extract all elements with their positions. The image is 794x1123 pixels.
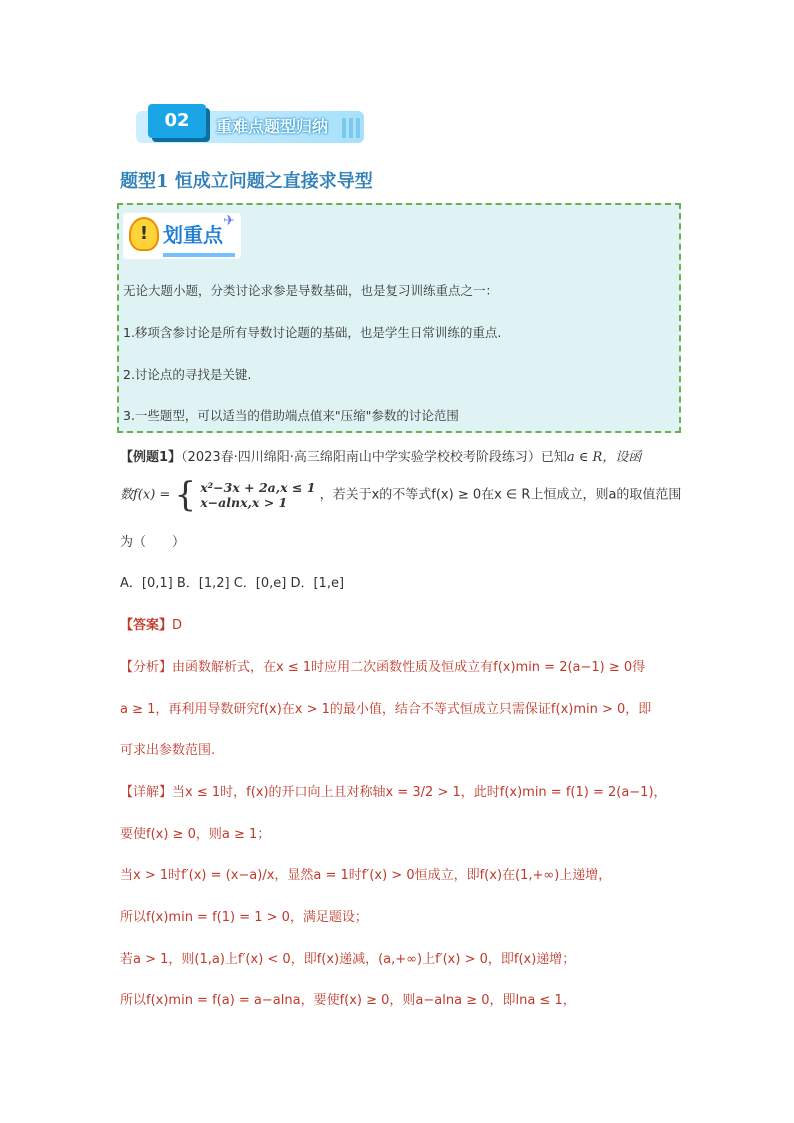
key-line-1: 1.移项含参讨论是所有导数讨论题的基础，也是学生日常训练的重点. <box>123 325 502 340</box>
key-line-0: 无论大题小题，分类讨论求参是导数基础，也是复习训练重点之一： <box>123 283 499 298</box>
function-prefix: 数f(x) = <box>120 487 171 503</box>
analysis-line-2: a ≥ 1，再利用导数研究f(x)在x > 1的最小值，结合不等式恒成立只需保证f(x)min > 0，即 <box>120 702 652 717</box>
answer-value: D <box>172 618 183 633</box>
example-line-1 <box>120 446 641 465</box>
key-points-badge <box>123 213 241 259</box>
answer-tag: 【答案】 <box>120 618 173 633</box>
key-points-box <box>117 203 681 433</box>
analysis-line-3: 可求出参数范围. <box>120 743 216 758</box>
badge-underline <box>163 253 235 257</box>
example-source: （2023春·四川绵阳·高三绵阳南山中学实验学校校考阶段练习）已知 <box>181 450 567 465</box>
case-2: x−alnx,x > 1 <box>200 495 288 510</box>
key-line-3: 3.一些题型，可以适当的借助端点值来"压缩"参数的讨论范围 <box>123 408 459 423</box>
example-tag: 【例题1】 <box>120 450 182 465</box>
key-points-label: 划重点 <box>163 223 223 247</box>
section-title: 题型1 恒成立问题之直接求导型 <box>120 171 373 192</box>
detail-line-1: 【详解】当x ≤ 1时，f(x)的开口向上且对称轴x = 3/2 > 1，此时f(x)min = f(1) = 2(a−1)， <box>120 785 667 800</box>
answer-options: A．[0,1] B．[1,2] C．[0,e] D．[1,e] <box>120 576 345 591</box>
paper-plane-icon: ✈ <box>223 213 235 229</box>
key-line-2: 2.讨论点的寻找是关键. <box>123 367 252 382</box>
piecewise-function <box>174 475 316 515</box>
section-number: 02 <box>148 104 206 138</box>
answer-line <box>120 614 182 633</box>
example-line-3: 为（ ） <box>120 535 186 550</box>
example-intro-a: a ∈ R，设函 <box>566 450 642 465</box>
detail-line-5: 若a > 1，则(1,a)上f′(x) < 0，即f(x)递减，(a,+∞)上f′(x) > 0，即f(x)递增； <box>120 952 576 967</box>
detail-line-3: 当x > 1时f′(x) = (x−a)/x，显然a = 1时f′(x) > 0恒成立，即f(x)在(1,+∞)上递增， <box>120 868 612 883</box>
case-1: x²−3x + 2a,x ≤ 1 <box>200 480 316 495</box>
example-line-2 <box>120 475 682 515</box>
detail-line-6: 所以f(x)min = f(a) = a−alna，要使f(x) ≥ 0，则a−alna ≥ 0，即lna ≤ 1， <box>120 993 576 1008</box>
section-banner <box>132 104 366 146</box>
banner-title: 重难点题型归纳 <box>216 117 329 136</box>
example-condition: ，若关于x的不等式f(x) ≥ 0在x ∈ R上恒成立，则a的取值范围 <box>319 487 682 503</box>
banner-stripes <box>342 118 362 138</box>
detail-line-4: 所以f(x)min = f(1) = 1 > 0，满足题设； <box>120 910 368 925</box>
lightbulb-icon: ! <box>129 217 159 251</box>
analysis-line-1: 【分析】由函数解析式，在x ≤ 1时应用二次函数性质及恒成立有f(x)min = 2(a−1) ≥ 0得 <box>120 660 646 675</box>
brace: { <box>174 475 197 515</box>
detail-line-2: 要使f(x) ≥ 0，则a ≥ 1； <box>120 827 271 842</box>
